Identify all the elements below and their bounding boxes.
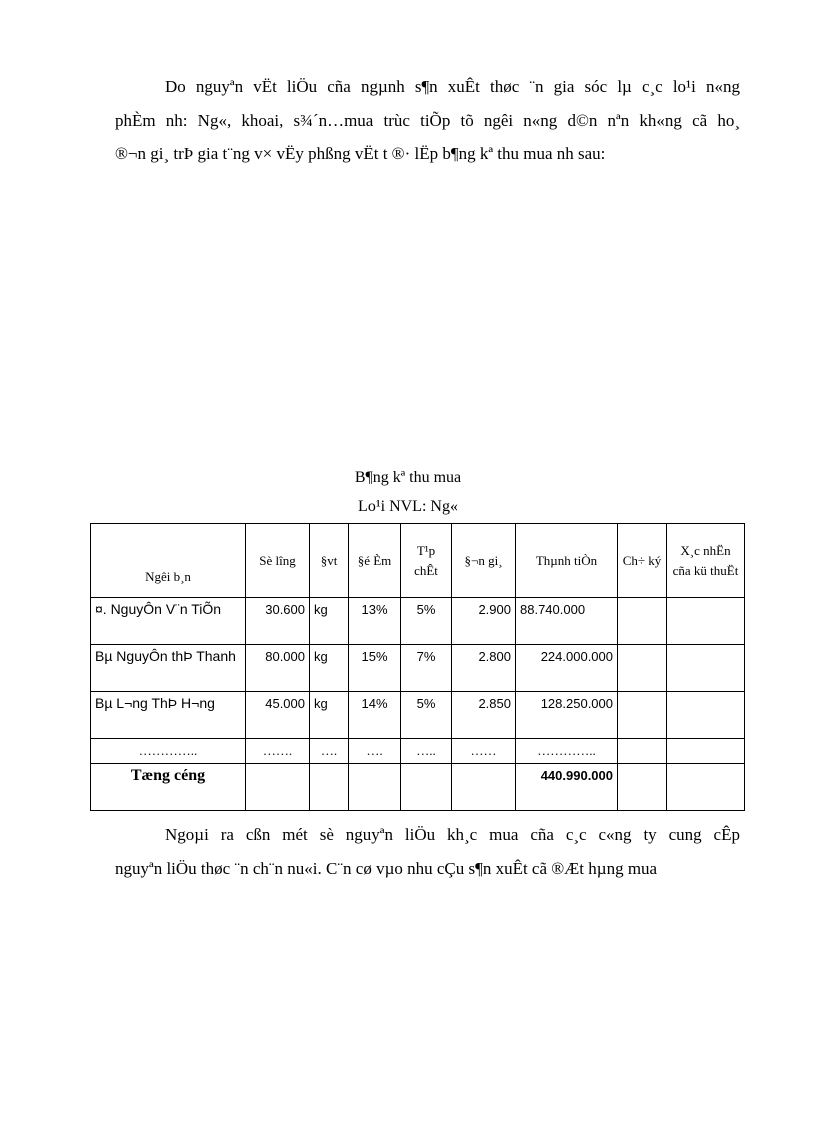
intro-line-1: Do nguyªn vËt liÖu cña ngµnh s¶n xuÊt thøc ¨n gia sóc lµ c¸c lo¹i n«ng xyxy=(165,77,740,96)
table-row xyxy=(91,692,745,739)
ellipsis-row xyxy=(91,739,745,764)
table-header-row xyxy=(91,524,745,598)
confirm-cell xyxy=(667,598,745,645)
intro-paragraph xyxy=(115,70,740,171)
total-empty-cell xyxy=(349,764,401,811)
total-empty-cell xyxy=(667,764,745,811)
moisture-cell: 14% xyxy=(349,692,401,739)
ellipsis-cell: …. xyxy=(349,739,401,764)
signature-cell xyxy=(618,598,667,645)
header-technical-confirm: X¸c nhËn cña kü thuËt xyxy=(667,524,745,598)
total-amount: 440.990.000 xyxy=(516,764,618,811)
table-row xyxy=(91,598,745,645)
unit-cell: kg xyxy=(310,692,349,739)
closing-paragraph xyxy=(115,818,740,885)
total-empty-cell xyxy=(310,764,349,811)
total-empty-cell xyxy=(452,764,516,811)
price-cell: 2.850 xyxy=(452,692,516,739)
header-impurity: T¹p chÊt xyxy=(401,524,452,598)
price-cell: 2.800 xyxy=(452,645,516,692)
ellipsis-cell: …… xyxy=(452,739,516,764)
price-cell: 2.900 xyxy=(452,598,516,645)
ellipsis-cell: ….. xyxy=(401,739,452,764)
moisture-cell: 13% xyxy=(349,598,401,645)
ellipsis-cell: ……. xyxy=(246,739,310,764)
moisture-cell: 15% xyxy=(349,645,401,692)
total-label: Tæng céng xyxy=(91,764,246,811)
quantity-cell: 80.000 xyxy=(246,645,310,692)
quantity-cell: 30.600 xyxy=(246,598,310,645)
unit-cell: kg xyxy=(310,645,349,692)
quantity-cell: 45.000 xyxy=(246,692,310,739)
signature-cell xyxy=(618,692,667,739)
intro-line-2: phÈm nh: Ng«, khoai, s¾´n…mua trùc tiÕp tõ ngêi n«ng d©n nªn kh«ng cã ho¸ xyxy=(115,110,740,130)
ellipsis-cell: ………….. xyxy=(91,739,246,764)
header-unit: §vt xyxy=(310,524,349,598)
header-moisture: §é Èm xyxy=(349,524,401,598)
total-row xyxy=(91,764,745,811)
header-quantity: Sè lîng xyxy=(246,524,310,598)
seller-name: ¤. NguyÔn V¨n TiÕn xyxy=(91,598,246,645)
table-row xyxy=(91,645,745,692)
total-empty-cell xyxy=(401,764,452,811)
header-price: §¬n gi¸ xyxy=(452,524,516,598)
unit-cell: kg xyxy=(310,598,349,645)
header-seller: Ngêi b¸n xyxy=(91,524,246,598)
table-subtitle: Lo¹i NVL: Ng« xyxy=(358,498,458,515)
amount-cell: 128.250.000 xyxy=(516,692,618,739)
ellipsis-cell xyxy=(667,739,745,764)
confirm-cell xyxy=(667,645,745,692)
closing-line-1: Ngoµi ra cßn mét sè nguyªn liÖu kh¸c mua cña c¸c c«ng ty cung cÊp xyxy=(165,825,740,844)
impurity-cell: 7% xyxy=(401,645,452,692)
confirm-cell xyxy=(667,692,745,739)
table-title: B¶ng kª thu mua xyxy=(354,469,462,486)
seller-name: Bµ L¬ng ThÞ H¬ng xyxy=(91,692,246,739)
ellipsis-cell xyxy=(618,739,667,764)
closing-line-2: nguyªn liÖu thøc ¨n ch¨n nu«i. C¨n cø vµo nhu cÇu s¶n xuÊt cã ®Æt hµng mua xyxy=(115,858,658,878)
impurity-cell: 5% xyxy=(401,692,452,739)
total-empty-cell xyxy=(618,764,667,811)
purchase-table xyxy=(90,523,745,811)
header-amount: Thµnh tiÒn xyxy=(516,524,618,598)
header-signature: Ch÷ ký xyxy=(618,524,667,598)
intro-line-3: ®¬n gi¸ trÞ gia t¨ng v× vËy phßng vËt t ®· lËp b¶ng kª thu mua nh sau: xyxy=(115,144,606,163)
total-empty-cell xyxy=(246,764,310,811)
amount-cell: 88.740.000 xyxy=(516,598,618,645)
impurity-cell: 5% xyxy=(401,598,452,645)
ellipsis-cell: …. xyxy=(310,739,349,764)
ellipsis-cell: ………….. xyxy=(516,739,618,764)
amount-cell: 224.000.000 xyxy=(516,645,618,692)
signature-cell xyxy=(618,645,667,692)
seller-name: Bµ NguyÔn thÞ Thanh xyxy=(91,645,246,692)
